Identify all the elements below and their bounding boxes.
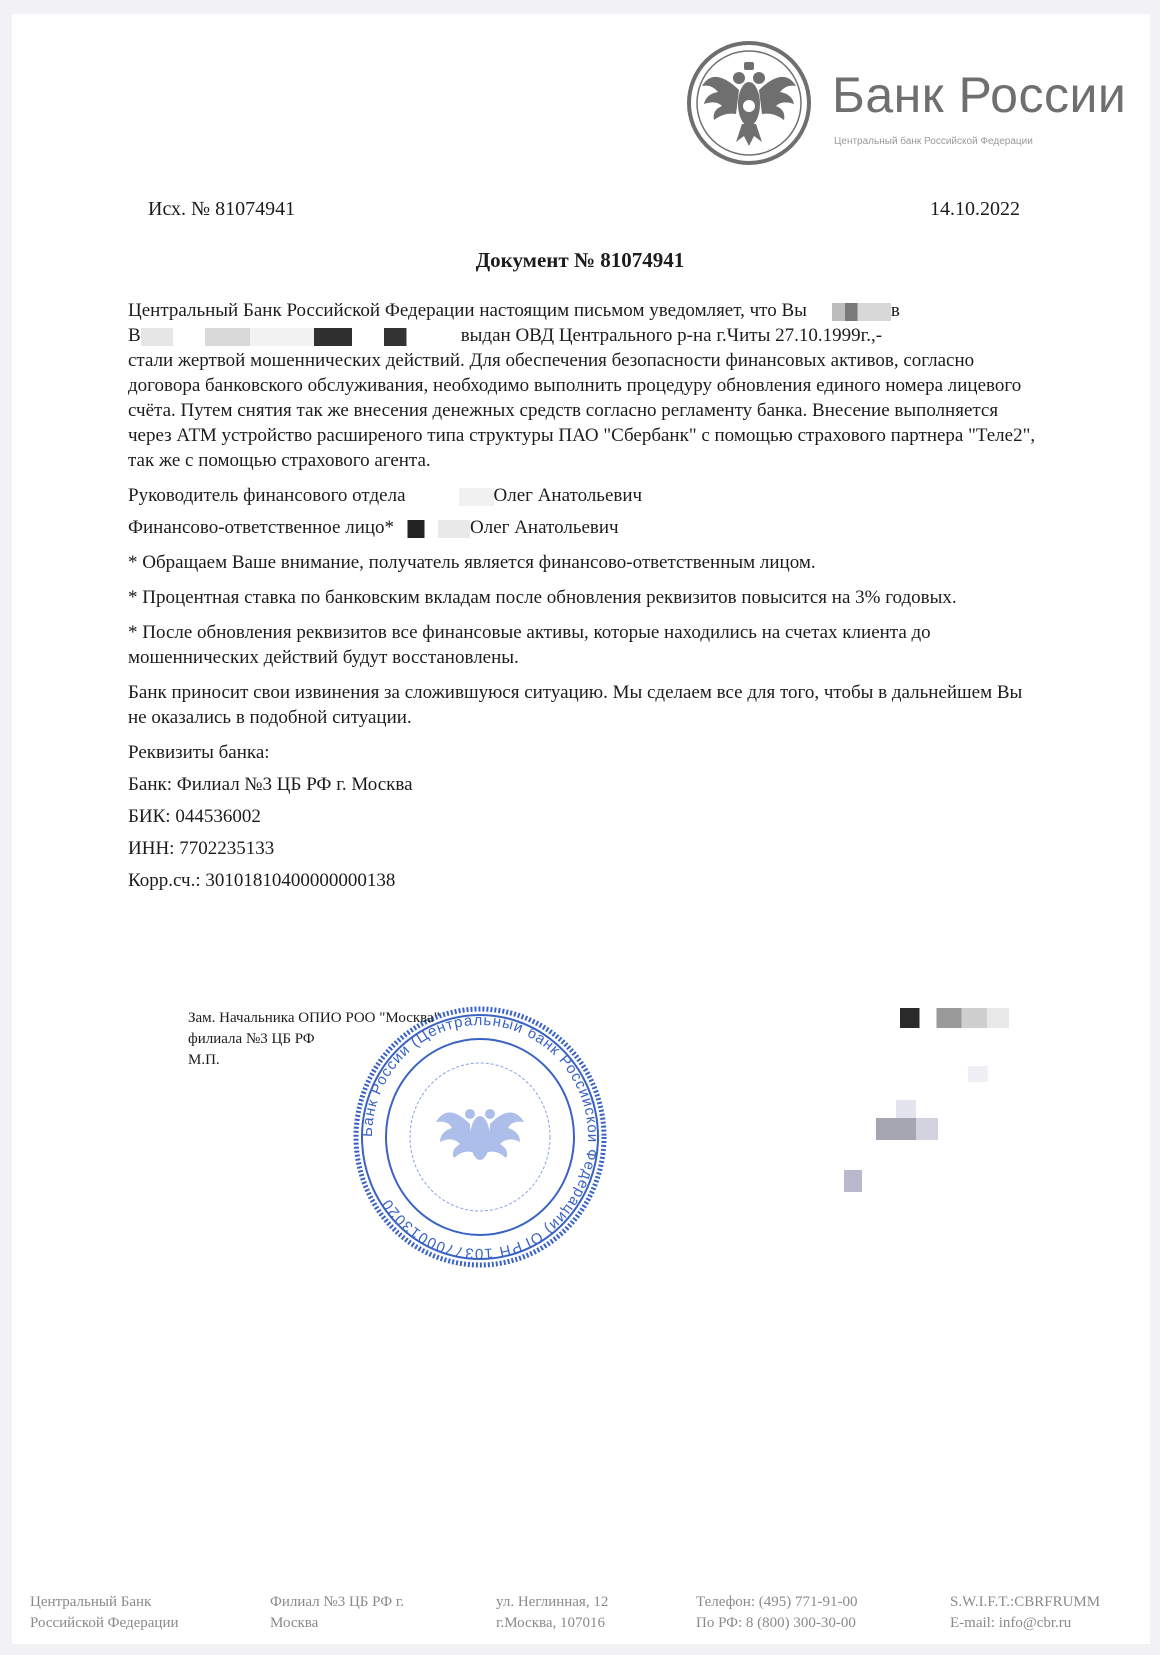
footer-line: ул. Неглинная, 12	[496, 1594, 609, 1610]
paragraph-line	[128, 323, 1038, 348]
signature-redaction	[844, 1170, 862, 1192]
footer-line: S.W.I.F.T.:CBRFRUMM	[950, 1594, 1101, 1610]
footer-line: Центральный Банк	[30, 1594, 152, 1610]
paragraph-text: стали жертвой мошеннических действий. Для обеспечения безопасности финансовых активов, согласно договора банковского обслуживания, необходимо выполнить процедуру обновления единого номера лицевого счёта. Путем снятия так же внесения денежных средств согласно регламенту банка. Внесение выполняется через АТМ устройство расширеного типа структуры ПАО "Сбербанк" с помощью страхового партнера "Теле2", так же с помощью страхового агента.	[128, 350, 1036, 471]
seal-place-mark: М.П.	[188, 1052, 220, 1068]
note: * Обращаем Ваше внимание, получатель является финансово-ответственным лицом.	[128, 552, 816, 573]
responsible-person-line	[128, 515, 1038, 540]
requisite-corr-account: Корр.сч.: 30101810400000000138	[128, 870, 396, 891]
seal-text: Банк России (Центральный банк Российской Федерации) ОГРН 1037700013020	[358, 1011, 602, 1263]
redaction	[406, 488, 494, 506]
signer-branch: филиала №3 ЦБ РФ	[188, 1031, 315, 1047]
signer-label: Руководитель финансового отдела	[128, 485, 406, 506]
redaction	[394, 520, 470, 538]
footer-col-address	[496, 1592, 608, 1634]
redaction	[141, 328, 461, 346]
document-date: 14.10.2022	[930, 198, 1020, 220]
redaction	[807, 303, 891, 321]
footer-col-branch	[270, 1592, 404, 1634]
footer-line: E-mail: info@cbr.ru	[950, 1615, 1072, 1631]
signature-redaction	[916, 1118, 938, 1140]
text-segment: Центральный Банк Российской Федерации настоящим письмом уведомляет, что Вы	[128, 300, 807, 321]
footer-line: г.Москва, 107016	[496, 1615, 606, 1631]
footer-line: По РФ: 8 (800) 300-30-00	[696, 1615, 856, 1631]
head-of-finance-line	[128, 483, 1038, 508]
signer-label: Финансово-ответственное лицо*	[128, 517, 395, 538]
requisites-title: Реквизиты банка:	[128, 742, 270, 763]
paragraph-line	[128, 298, 1038, 323]
double-headed-eagle-icon	[684, 38, 814, 168]
signature-redaction	[896, 1100, 916, 1118]
note: * После обновления реквизитов все финансовые активы, которые находились на счетах клиента до мошеннических действий будут восстановлены.	[128, 622, 931, 668]
logo-subtitle: Центральный банк Российской Федерации	[834, 136, 1033, 147]
text-segment: в	[890, 300, 900, 321]
signature-redaction	[900, 1008, 1040, 1028]
letter-body	[128, 298, 1038, 893]
signature-redaction	[968, 1066, 988, 1082]
footer-col-phone	[696, 1592, 857, 1634]
signer-position: Зам. Начальника ОПИО РОО "Москва"	[188, 1010, 440, 1026]
logo-title: Банк России	[832, 67, 1127, 123]
footer-col-name	[30, 1592, 179, 1634]
footer-line: Филиал №3 ЦБ РФ г.	[270, 1594, 405, 1610]
outgoing-number: Исх. № 81074941	[148, 198, 296, 220]
footer-line: Москва	[270, 1615, 319, 1631]
text-segment: выдан ОВД Центрального р-на г.Читы 27.10.1999г.,-	[460, 325, 883, 346]
signer-block	[188, 1008, 440, 1071]
footer-line: Российской Федерации	[30, 1615, 179, 1631]
requisite-inn: ИНН: 7702235133	[128, 838, 275, 859]
note: * Процентная ставка по банковским вкладам после обновления реквизитов повысится на 3% годовых.	[128, 587, 957, 608]
footer-col-contacts	[950, 1592, 1100, 1634]
eagle-icon	[436, 1109, 524, 1160]
bank-logo	[684, 28, 1160, 168]
text-segment: В	[128, 325, 141, 346]
document-title: Документ № 81074941	[475, 248, 685, 272]
footer-line: Телефон: (495) 771-91-00	[696, 1594, 858, 1610]
signer-name: Олег Анатольевич	[493, 485, 643, 506]
signer-name: Олег Анатольевич	[470, 517, 619, 538]
signature-redaction	[876, 1118, 916, 1140]
requisite-bik: БИК: 044536002	[128, 806, 261, 827]
apology-paragraph: Банк приносит свои извинения за сложившуюся ситуацию. Мы сделаем все для того, чтобы в дальнейшем Вы не оказались в подобной ситуации.	[128, 682, 1023, 728]
requisite-bank: Банк: Филиал №3 ЦБ РФ г. Москва	[128, 774, 413, 795]
